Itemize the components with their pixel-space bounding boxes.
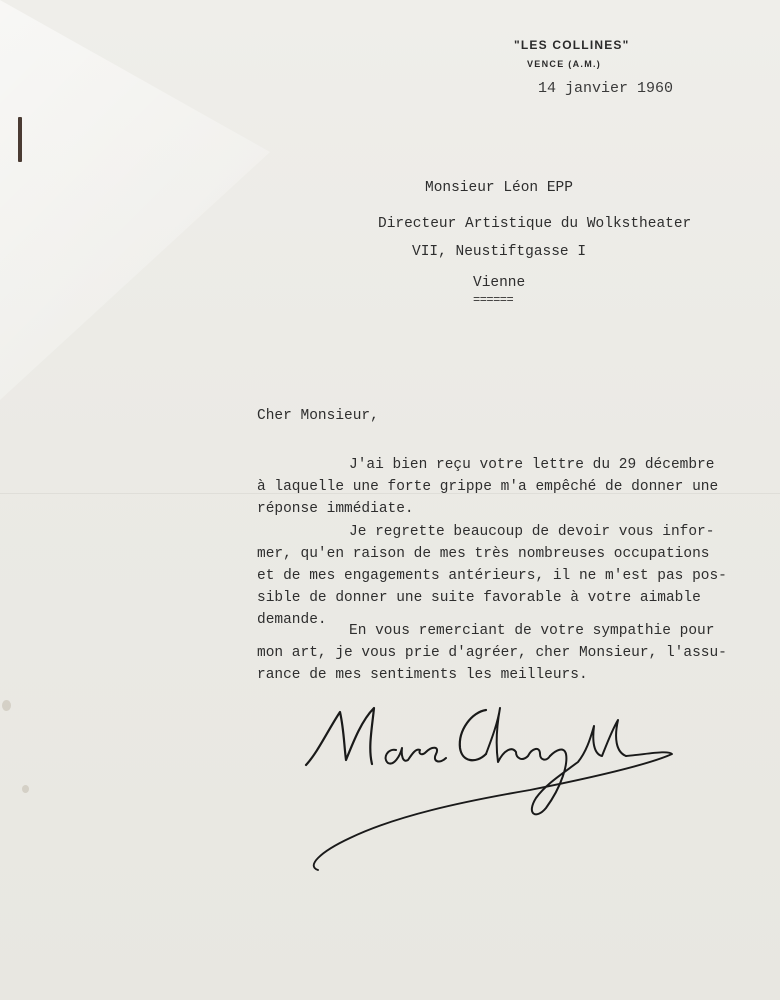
body-line: mer, qu'en raison de mes très nombreuses occupations [257, 546, 710, 562]
letterhead-name: "LES COLLINES" [514, 38, 630, 52]
recipient-title: Directeur Artistique du Wolkstheater [378, 216, 692, 232]
body-line: à laquelle une forte grippe m'a empêché de donner une [257, 479, 719, 495]
body-line: sible de donner une suite favorable à votre aimable [257, 590, 701, 606]
letter-date: 14 janvier 1960 [538, 80, 674, 97]
staple-mark [18, 117, 22, 162]
body-line: et de mes engagements antérieurs, il ne m'est pas pos- [257, 568, 727, 584]
signature-graphic [300, 690, 680, 880]
body-line: J'ai bien reçu votre lettre du 29 décembre [349, 457, 715, 473]
recipient-street: VII, Neustiftgasse I [412, 244, 587, 260]
letterhead-place: VENCE (A.M.) [527, 59, 602, 69]
body-line: réponse immédiate. [257, 501, 414, 517]
stain-spot [22, 785, 29, 793]
body-line: mon art, je vous prie d'agréer, cher Monsieur, l'assu- [257, 645, 727, 661]
body-line: demande. [257, 612, 327, 628]
salutation: Cher Monsieur, [257, 408, 379, 424]
body-line: rance de mes sentiments les meilleurs. [257, 667, 588, 683]
stain-spot [2, 700, 11, 711]
envelope-crease [0, 0, 270, 400]
recipient-city: Vienne [473, 275, 526, 291]
body-line: Je regrette beaucoup de devoir vous infor- [349, 524, 715, 540]
recipient-name: Monsieur Léon EPP [425, 180, 573, 196]
city-underline: ====== [473, 293, 514, 307]
body-line: En vous remerciant de votre sympathie pour [349, 623, 715, 639]
